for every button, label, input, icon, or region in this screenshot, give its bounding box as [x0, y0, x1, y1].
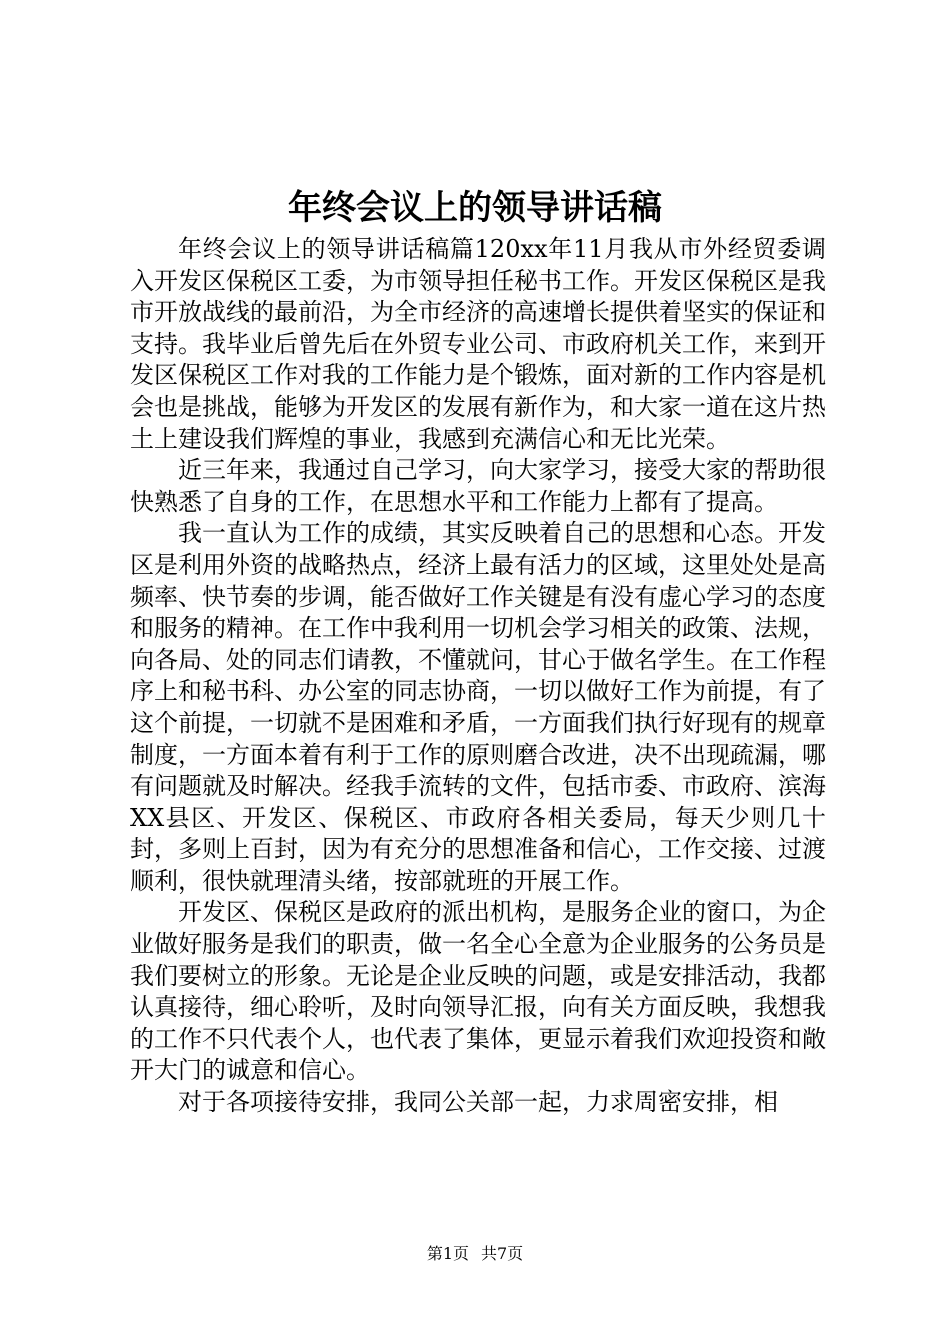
page-number-current: 第1页 — [426, 1244, 469, 1263]
document-title: 年终会议上的领导讲话稿 — [288, 188, 662, 228]
paragraph: 年终会议上的领导讲话稿篇120xx年11月我从市外经贸委调入开发区保税区工委，为市领导担任秘书工作。开发区保税区是我市开放战线的最前沿，为全市经济的高速增长提供着坚实的保证和支持。我毕业后曾先后在外贸专业公司、市政府机关工作，来到开发区保税区工作对我的工作能力是个锻炼，面对新的工作内容是机会也是挑战，能够为开发区的发展有新作为，和大家一道在这片热土上建设我们辉煌的事业，我感到充满信心和无比光荣。 — [130, 235, 826, 453]
document-body — [130, 234, 826, 1119]
paragraph: 我一直认为工作的成绩，其实反映着自己的思想和心态。开发区是利用外资的战略热点，经济上最有活力的区域，这里处处是高频率、快节奏的步调，能否做好工作关键是有没有虚心学习的态度和服务的精神。在工作中我利用一切机会学习相关的政策、法规，向各局、处的同志们请教，不懂就问，甘心于做名学生。在工作程序上和秘书科、办公室的同志协商，一切以做好工作为前提，有了这个前提，一切就不是困难和矛盾，一方面我们执行好现有的规章制度，一方面本着有利于工作的原则磨合改进，决不出现疏漏，哪有问题就及时解决。经我手流转的文件，包括市委、市政府、滨海XX县区、开发区、保税区、市政府各相关委局，每天少则几十封，多则上百封，因为有充分的思想准备和信心，工作交接、过渡顺利，很快就理清头绪，按部就班的开展工作。 — [130, 519, 826, 895]
paragraph: 开发区、保税区是政府的派出机构，是服务企业的窗口，为企业做好服务是我们的职责，做一名全心全意为企业服务的公务员是我们要树立的形象。无论是企业反映的问题，或是安排活动，我都认真接待，细心聆听，及时向领导汇报，向有关方面反映，我想我的工作不只代表个人，也代表了集体，更显示着我们欢迎投资和敞开大门的诚意和信心。 — [130, 898, 826, 1085]
page-footer — [0, 1244, 950, 1264]
paragraph: 近三年来，我通过自己学习，向大家学习，接受大家的帮助很快熟悉了自身的工作，在思想水平和工作能力上都有了提高。 — [130, 456, 826, 516]
page-number-total: 共7页 — [481, 1244, 524, 1263]
paragraph: 对于各项接待安排，我同公关部一起，力求周密安排，相 — [178, 1088, 778, 1117]
